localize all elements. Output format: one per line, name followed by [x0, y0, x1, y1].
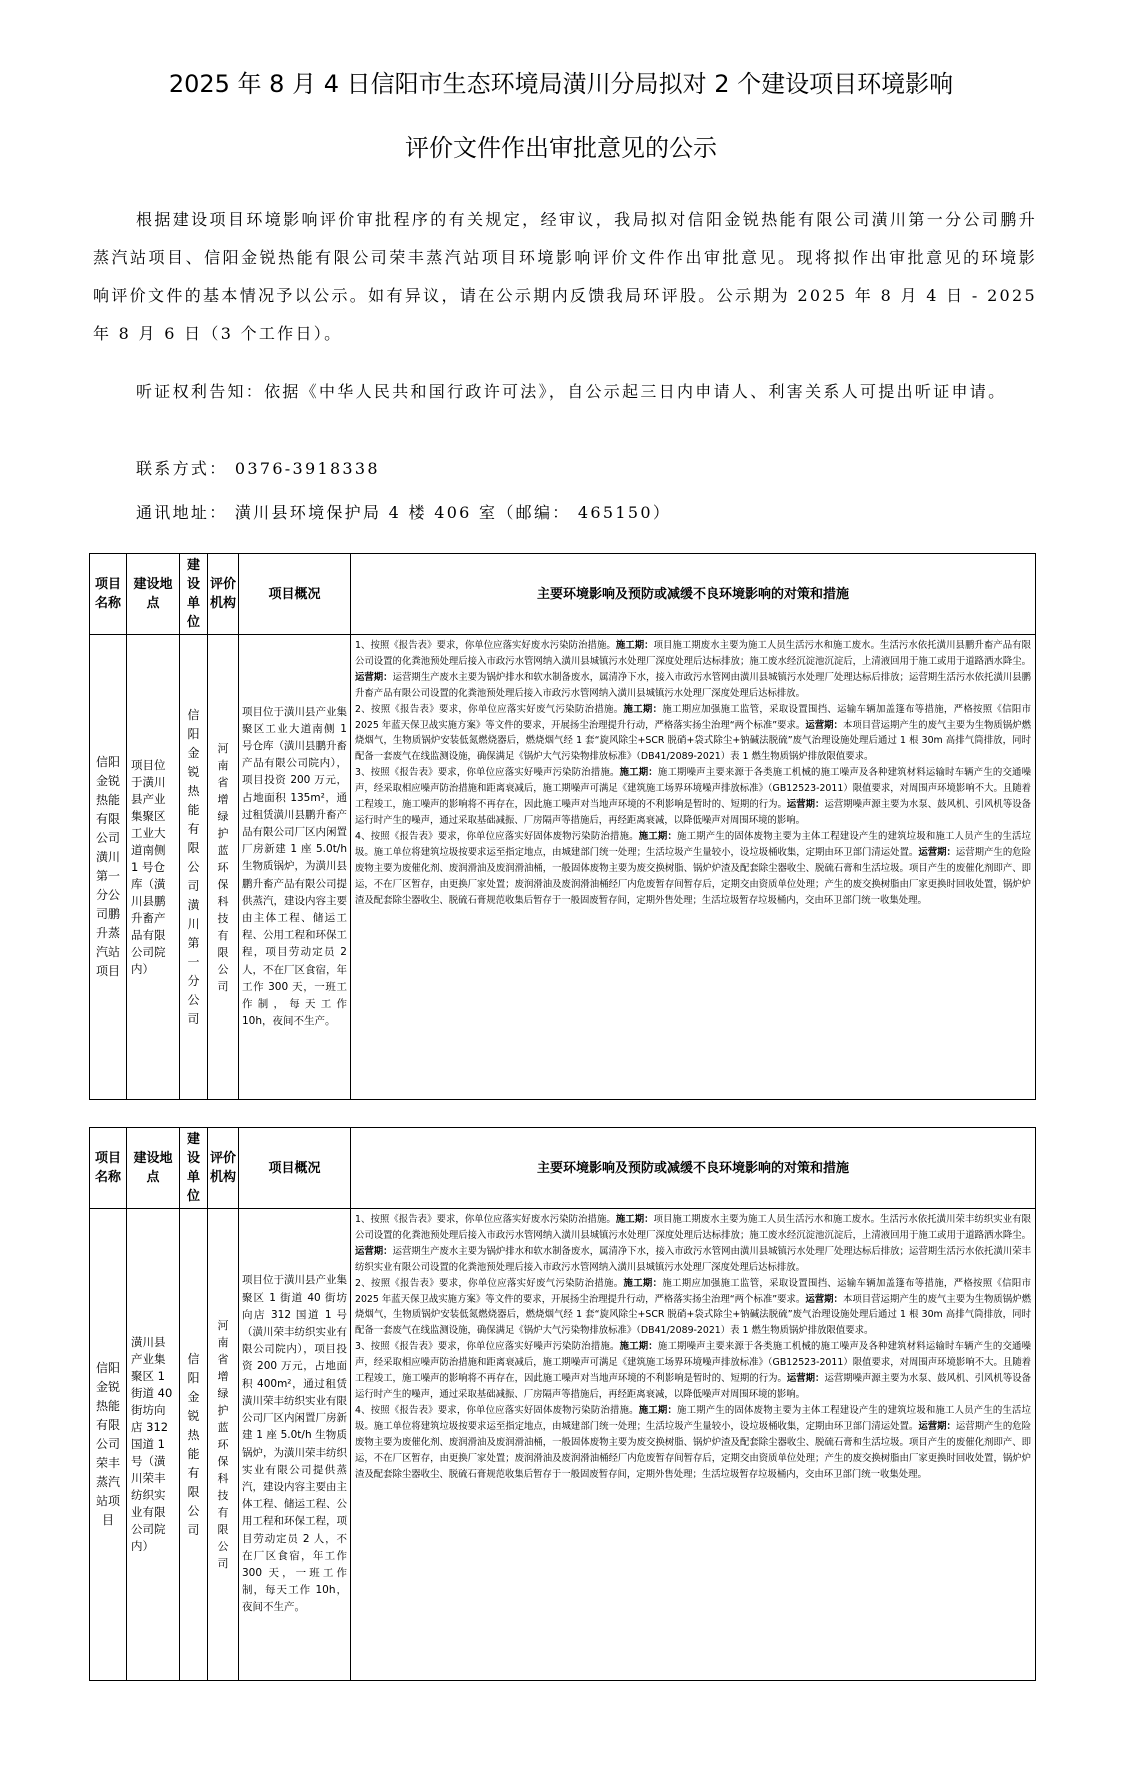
measure-solid-waste: 4、按照《报告表》要求，你单位应落实好固体废物污染防治措施。施工期：施工期产生的固体废物主要为主体工程建设产生的建筑垃圾和施工人员产生的生活垃圾。施工单位将建筑垃圾按要求运至指定地点，由城建部门统一处理；生活垃圾产生量较小，设垃圾桶收集，定期由环卫部门清运处置。运营期：运营期产生的危险废物主要为废催化剂、废润滑油及废润滑油桶，一般固体废物主要为废交换树脂、锅炉炉渣及配套除尘器收尘、脱硫石膏和生活垃圾。项目产生的废催化剂即产、即运，不在厂区暂存，由更换厂家处置；废润滑油及废润滑油桶经厂内危废暂存间暂存后，定期交由资质单位处理；产生的废交换树脂由厂家更换时回收处置，锅炉炉渣及配套除尘器收尘、脱硫石膏规范收集后暂存于一般固废暂存间，定期外售处理；生活垃圾暂存垃圾桶内，交由环卫部门统一收集处理。	[355, 1404, 1031, 1480]
table-row	[90, 1209, 1036, 1681]
hearing-notice-paragraph: 听证权利告知：依据《中华人民共和国行政许可法》，自公示起三日内申请人、利害关系人可提出听证申请。	[136, 382, 1007, 401]
contact-line: 联系方式： 0376-3918338	[136, 459, 380, 478]
header-measures: 主要环境影响及预防或减缓不良环境影响的对策和措施	[351, 1128, 1036, 1209]
header-org: 评价机构	[208, 554, 239, 635]
doc-title-line1: 2025 年 8 月 4 日信阳市生态环境局潢川分局拟对 2 个建设项目环境影响	[168, 70, 954, 98]
project-site-cell: 项目位于潢川县产业集聚区工业大道南侧 1 号仓库（潢川县鹏升畜产品有限公司院内）	[127, 635, 180, 1100]
project-measures-cell	[351, 635, 1036, 1100]
table-header-row	[90, 1128, 1036, 1209]
project-measures-cell	[351, 1209, 1036, 1681]
doc-title-line2: 评价文件作出审批意见的公示	[405, 134, 717, 162]
header-measures: 主要环境影响及预防或减缓不良环境影响的对策和措施	[351, 554, 1036, 635]
header-site: 建设地点	[127, 554, 180, 635]
header-unit: 建设单位	[180, 1128, 208, 1209]
header-overview: 项目概况	[239, 554, 351, 635]
project-table-2	[89, 1127, 1036, 1681]
project-name-cell: 信阳金锐热能有限公司潢川第一分公司鹏升蒸汽站项目	[90, 635, 127, 1100]
project-site-cell: 潢川县产业集聚区 1 街道 40 街坊向店 312 国道 1 号（潢川荣丰纺织实业有限公司院内）	[127, 1209, 180, 1681]
project-org-cell: 河南省增绿护蓝环保科技有限公司	[208, 1209, 239, 1681]
header-org: 评价机构	[208, 1128, 239, 1209]
project-overview-cell: 项目位于潢川县产业集聚区 1 街道 40 街坊向店 312 国道 1 号（潢川荣丰纺织实业有限公司院内），项目投资 200 万元，占地面积 400m²，通过租赁潢川荣丰纺织实业有限公司厂区内闲置厂房新建 1 座 5.0t/h 生物质锅炉，为潢川荣丰纺织实业有限公司提供蒸汽，建设内容主要由主体工程、储运工程、公用工程和环保工程，项目劳动定员 2 人，不在厂区食宿，年工作 300 天，一班工作制，每天工作 10h，夜间不生产。	[239, 1209, 351, 1681]
header-unit: 建设单位	[180, 554, 208, 635]
measure-air: 2、按照《报告表》要求，你单位应落实好废气污染防治措施。施工期：施工期应加强施工监管，采取设置围挡、运输车辆加盖篷布等措施，严格按照《信阳市 2025 年蓝天保卫战实施方案》等文件的要求，开展扬尘治理提升行动，严格落实扬尘治理“两个标准”要求。运营期：本项目营运期产生的废气主要为生物质锅炉燃烧烟气，生物质锅炉安装低氮燃烧器后，燃烧烟气经 1 套“旋风除尘+SCR 脱硝+袋式除尘+钠碱法脱硫”废气治理设施处理后通过 1 根 30m 高排气筒排放，同时配备一套废气在线监测设施，确保满足《锅炉大气污染物排放标准》（DB41/2089-2021）表 1 燃生物质锅炉排放限值要求。	[355, 703, 1031, 763]
header-name: 项目名称	[90, 1128, 127, 1209]
address-line: 通讯地址： 潢川县环境保护局 4 楼 406 室（邮编： 465150）	[136, 503, 672, 522]
header-name: 项目名称	[90, 554, 127, 635]
project-table-1	[89, 553, 1036, 1100]
project-unit-cell: 信阳金锐热能有限公司潢川第一分公司	[180, 635, 208, 1100]
header-overview: 项目概况	[239, 1128, 351, 1209]
project-name-cell: 信阳金锐热能有限公司荣丰蒸汽站项目	[90, 1209, 127, 1681]
measure-solid-waste: 4、按照《报告表》要求，你单位应落实好固体废物污染防治措施。施工期：施工期产生的固体废物主要为主体工程建设产生的建筑垃圾和施工人员产生的生活垃圾。施工单位将建筑垃圾按要求运至指定地点，由城建部门统一处理；生活垃圾产生量较小，设垃圾桶收集，定期由环卫部门清运处置。运营期：运营期产生的危险废物主要为废催化剂、废润滑油及废润滑油桶，一般固体废物主要为废交换树脂、锅炉炉渣及配套除尘器收尘、脱硫石膏和生活垃圾。项目产生的废催化剂即产、即运，不在厂区暂存，由更换厂家处置；废润滑油及废润滑油桶经厂内危废暂存间暂存后，定期交由资质单位处理；产生的废交换树脂由厂家更换时回收处置，锅炉炉渣及配套除尘器收尘、脱硫石膏规范收集后暂存于一般固废暂存间，定期外售处理；生活垃圾暂存垃圾桶内，交由环卫部门统一收集处理。	[355, 830, 1031, 906]
table-row	[90, 635, 1036, 1100]
table-header-row	[90, 554, 1036, 635]
measure-noise: 3、按照《报告表》要求，你单位应落实好噪声污染防治措施。施工期：施工期噪声主要来源于各类施工机械的施工噪声及各种建筑材料运输时车辆产生的交通噪声，经采取相应噪声防治措施和距离衰减后，施工期噪声可满足《建筑施工场界环境噪声排放标准》（GB12523-2011）限值要求，对周围声环境影响不大。且随着工程竣工，施工噪声的影响将不再存在，因此施工噪声对当地声环境的不利影响是暂时的、短期的行为。运营期：运营期噪声源主要为水泵、鼓风机、引风机等设备运行时产生的噪声，通过采取基础减振、厂房隔声等措施后，再经距离衰减，以降低噪声对周围环境的影响。	[355, 1341, 1031, 1400]
project-org-cell: 河南省增绿护蓝环保科技有限公司	[208, 635, 239, 1100]
measure-water: 1、按照《报告表》要求，你单位应落实好废水污染防治措施。施工期：项目施工期废水主要为施工人员生活污水和施工废水。生活污水依托潢川荣丰纺织实业有限公司设置的化粪池预处理后接入市政污水管网纳入潢川县城镇污水处理厂深度处理后达标排放；施工废水经沉淀池沉淀后，上清液回用于施工或用于道路洒水降尘。运营期：运营期生产废水主要为锅炉排水和软水制备废水，属清净下水，接入市政污水管网由潢川县城镇污水处理厂处理达标后排放；运营期生活污水依托潢川荣丰纺织实业有限公司设置的化粪池预处理后接入市政污水管网纳入潢川县城镇污水处理厂深度处理后达标排放。	[355, 1214, 1031, 1273]
measure-noise: 3、按照《报告表》要求，你单位应落实好噪声污染防治措施。施工期：施工期噪声主要来源于各类施工机械的施工噪声及各种建筑材料运输时车辆产生的交通噪声，经采取相应噪声防治措施和距离衰减后，施工期噪声可满足《建筑施工场界环境噪声排放标准》（GB12523-2011）限值要求，对周围声环境影响不大。且随着工程竣工，施工噪声的影响将不再存在，因此施工噪声对当地声环境的不利影响是暂时的、短期的行为。运营期：运营期噪声源主要为水泵、鼓风机、引风机等设备运行时产生的噪声，通过采取基础减振、厂房隔声等措施后，再经距离衰减，以降低噪声对周围环境的影响。	[355, 767, 1031, 826]
header-site: 建设地点	[127, 1128, 180, 1209]
project-unit-cell: 信阳金锐热能有限公司	[180, 1209, 208, 1681]
measure-water: 1、按照《报告表》要求，你单位应落实好废水污染防治措施。施工期：项目施工期废水主要为施工人员生活污水和施工废水。生活污水依托潢川县鹏升畜产品有限公司设置的化粪池预处理后接入市政污水管网纳入潢川县城镇污水处理厂深度处理后达标排放；施工废水经沉淀池沉淀后，上清液回用于施工或用于道路洒水降尘。运营期：运营期生产废水主要为锅炉排水和软水制备废水，属清净下水，接入市政污水管网由潢川县城镇污水处理厂处理达标后排放；运营期生活污水依托潢川县鹏升畜产品有限公司设置的化粪池预处理后接入市政污水管网纳入潢川县城镇污水处理厂深度处理后达标排放。	[355, 640, 1031, 699]
intro-paragraph: 根据建设项目环境影响评价审批程序的有关规定，经审议，我局拟对信阳金锐热能有限公司潢川第一分公司鹏升蒸汽站项目、信阳金锐热能有限公司荣丰蒸汽站项目环境影响评价文件作出审批意见。现将拟作出审批意见的环境影响评价文件的基本情况予以公示。如有异议，请在公示期内反馈我局环评股。公示期为 2025 年 8 月 4 日 - 2025 年 8 月 6 日（3 个工作日）。	[93, 210, 1037, 343]
measure-air: 2、按照《报告表》要求，你单位应落实好废气污染防治措施。施工期：施工期应加强施工监管，采取设置围挡、运输车辆加盖篷布等措施，严格按照《信阳市 2025 年蓝天保卫战实施方案》等文件的要求，开展扬尘治理提升行动，严格落实扬尘治理“两个标准”要求。运营期：本项目营运期产生的废气主要为生物质锅炉燃烧烟气，生物质锅炉安装低氮燃烧器后，燃烧烟气经 1 套“旋风除尘+SCR 脱硝+袋式除尘+钠碱法脱硫”废气治理设施处理后通过 1 根 30m 高排气筒排放，同时配备一套废气在线监测设施，确保满足《锅炉大气污染物排放标准》（DB41/2089-2021）表 1 燃生物质锅炉排放限值要求。	[355, 1277, 1031, 1337]
project-overview-cell: 项目位于潢川县产业集聚区工业大道南侧 1 号仓库（潢川县鹏升畜产品有限公司院内），项目投资 200 万元，占地面积 135m²，通过租赁潢川县鹏升畜产品有限公司厂区内闲置厂房新建 1 座 5.0t/h 生物质锅炉，为潢川县鹏升畜产品有限公司提供蒸汽，建设内容主要由主体工程、储运工程、公用工程和环保工程，项目劳动定员 2 人，不在厂区食宿，年工作 300 天，一班工作制，每天工作 10h，夜间不生产。	[239, 635, 351, 1100]
